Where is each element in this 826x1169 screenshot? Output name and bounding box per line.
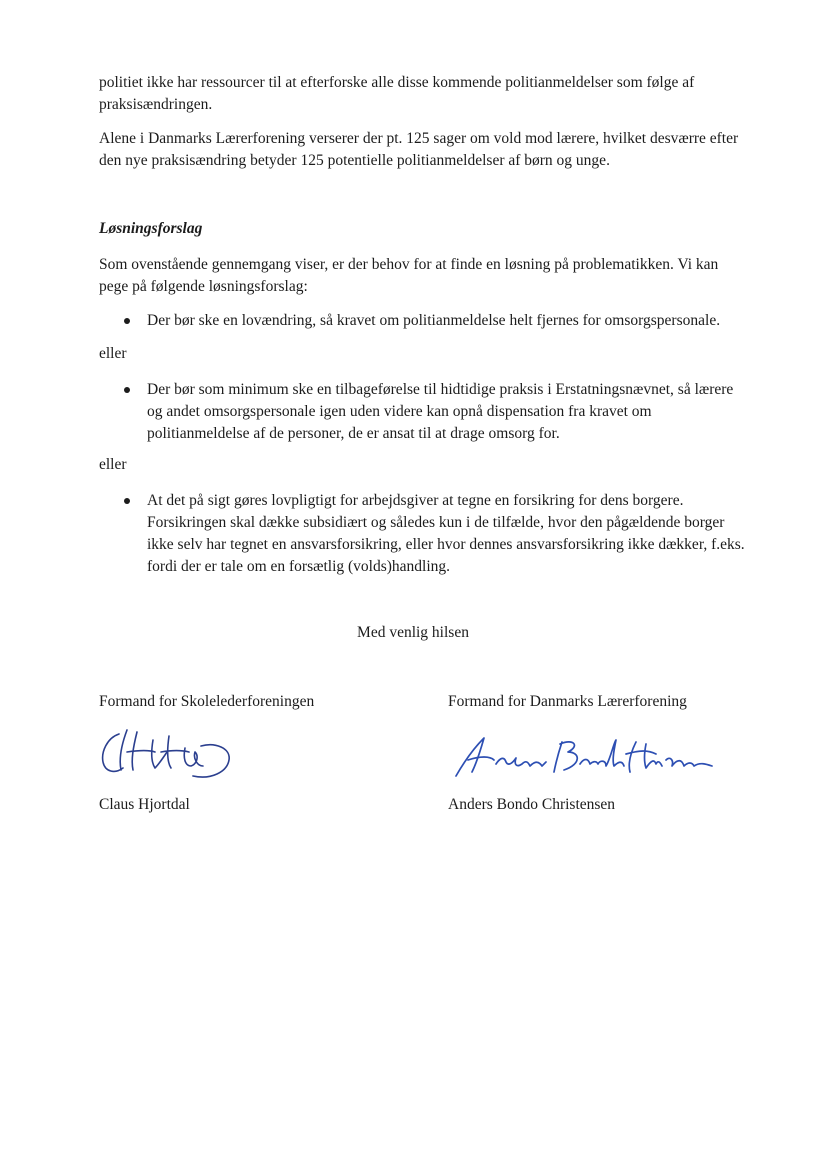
right-signature — [450, 732, 720, 782]
intro-paragraph: Som ovenstående gennemgang viser, er der behov for at finde en løsning på problematikken. Vi kan pege på følgende løsningsforslag: — [99, 256, 719, 295]
closing-text: Med venlig hilsen — [357, 624, 469, 641]
proposal-item — [147, 310, 751, 332]
left-signature — [97, 724, 237, 786]
left-signatory-title: Formand for Skolelederforeningen — [99, 693, 315, 710]
proposal-text: At det på sigt gøres lovpligtigt for arbejdsgiver at tegne en forsikring for dens borgere. Forsikringen skal dække subsidiært og således kun i de tilfælde, hvor den pågældende borger ikke selv har tegnet en ansvarsforsikring, eller hvor dennes ansvarsforsikring ikke dækker, f.eks. fordi der er tale om en forsætlig (volds)handling. — [147, 492, 745, 575]
bullet-icon — [124, 387, 130, 393]
section-heading: Løsningsforslag — [99, 220, 203, 237]
proposal-text: Der bør ske en lovændring, så kravet om politianmeldelse helt fjernes for omsorgspersonale. — [147, 312, 721, 329]
bullet-icon — [124, 498, 130, 504]
separator-text: eller — [99, 456, 127, 473]
proposal-text: Der bør som minimum ske en tilbageførelse til hidtidige praksis i Erstatningsnævnet, så lærere og andet omsorgspersonale igen uden videre kan opnå dispensation fra kravet om politianmeldelse af de personer, de er ansat til at drage omsorg for. — [147, 381, 734, 442]
body-paragraph: Alene i Danmarks Lærerforening verserer der pt. 125 sager om vold mod lærere, hvilket desværre efter den nye praksisændring betyder 125 potentielle politianmeldelser af børn og unge. — [99, 130, 739, 169]
right-signatory-title: Formand for Danmarks Lærerforening — [448, 693, 687, 710]
body-paragraph: politiet ikke har ressourcer til at efterforske alle disse kommende politianmeldelser som følge af praksisændringen. — [99, 74, 695, 113]
proposal-item — [147, 490, 751, 578]
proposal-item — [147, 379, 751, 445]
bullet-icon — [124, 318, 130, 324]
left-signatory-name: Claus Hjortdal — [99, 796, 190, 813]
separator-text: eller — [99, 345, 127, 362]
right-signatory-name: Anders Bondo Christensen — [448, 796, 616, 813]
